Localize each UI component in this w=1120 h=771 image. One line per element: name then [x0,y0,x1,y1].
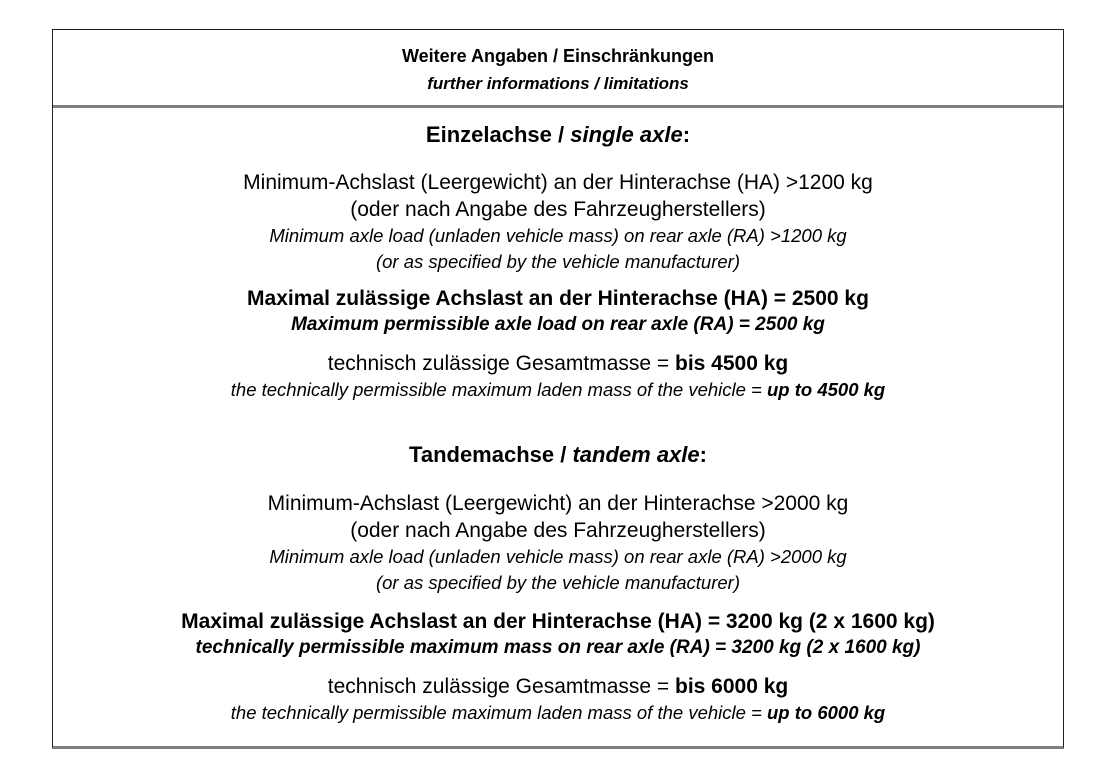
maximum-axle-load-block [53,285,1063,338]
total-mass-en-value: up to 6000 kg [767,702,886,723]
total-mass-en-label: the technically permissible maximum laden mass of the vehicle = [230,702,767,723]
max-axle-load-de: Maximal zulässige Achslast an der Hinterachse (HA) = 3200 kg (2 x 1600 kg) [181,610,935,633]
total-mass-de-value: bis 6000 kg [675,675,789,698]
section-heading-colon: : [682,122,691,147]
total-mass-de-label: technisch zulässige Gesamtmasse = [327,675,675,698]
section-heading-de: Einzelachse / [425,122,571,147]
total-mass-block [53,673,1063,726]
section-heading-en: tandem axle [572,442,700,467]
section-single-axle [53,121,1063,403]
table-header [53,30,1063,108]
min-axle-load-de-line2: (oder nach Angabe des Fahrzeugherstellers) [350,198,766,221]
table-body [53,121,1063,726]
table-title-de: Weitere Angaben / Einschränkungen [401,46,715,66]
minimum-axle-load-block [53,490,1063,596]
total-mass-block [53,350,1063,403]
total-mass-en-value: up to 4500 kg [767,379,886,400]
section-heading-en: single axle [570,122,683,147]
section-heading-tandem-axle [53,441,1063,469]
total-mass-de [53,673,1063,700]
min-axle-load-en-line2: (or as specified by the vehicle manufacturer) [375,572,740,593]
total-mass-de-label: technisch zulässige Gesamtmasse = [327,352,675,375]
min-axle-load-en-line2: (or as specified by the vehicle manufacturer) [375,251,740,272]
max-axle-load-en: Maximum permissible axle load on rear axle (RA) = 2500 kg [291,314,825,335]
total-mass-de-value: bis 4500 kg [675,352,789,375]
section-tandem-axle [53,441,1063,726]
min-axle-load-en-line1: Minimum axle load (unladen vehicle mass) on rear axle (RA) >2000 kg [269,546,847,567]
total-mass-en [53,700,1063,726]
minimum-axle-load-block [53,169,1063,275]
min-axle-load-en-line1: Minimum axle load (unladen vehicle mass) on rear axle (RA) >1200 kg [269,225,847,246]
max-axle-load-de: Maximal zulässige Achslast an der Hinterachse (HA) = 2500 kg [247,287,869,310]
min-axle-load-de-line1: Minimum-Achslast (Leergewicht) an der Hinterachse >2000 kg [267,492,849,515]
total-mass-en-label: the technically permissible maximum laden mass of the vehicle = [230,379,767,400]
further-info-table [52,29,1064,749]
total-mass-en [53,377,1063,403]
section-heading-de: Tandemachse / [409,442,573,467]
section-heading-single-axle [53,121,1063,149]
total-mass-de [53,350,1063,377]
min-axle-load-de-line2: (oder nach Angabe des Fahrzeugherstellers) [350,519,766,542]
table-title-en: further informations / limitations [427,74,689,93]
maximum-axle-load-block [53,608,1063,661]
section-heading-colon: : [699,442,707,467]
min-axle-load-de-line1: Minimum-Achslast (Leergewicht) an der Hinterachse (HA) >1200 kg [243,171,873,194]
max-axle-load-en: technically permissible maximum mass on rear axle (RA) = 3200 kg (2 x 1600 kg) [195,637,921,658]
